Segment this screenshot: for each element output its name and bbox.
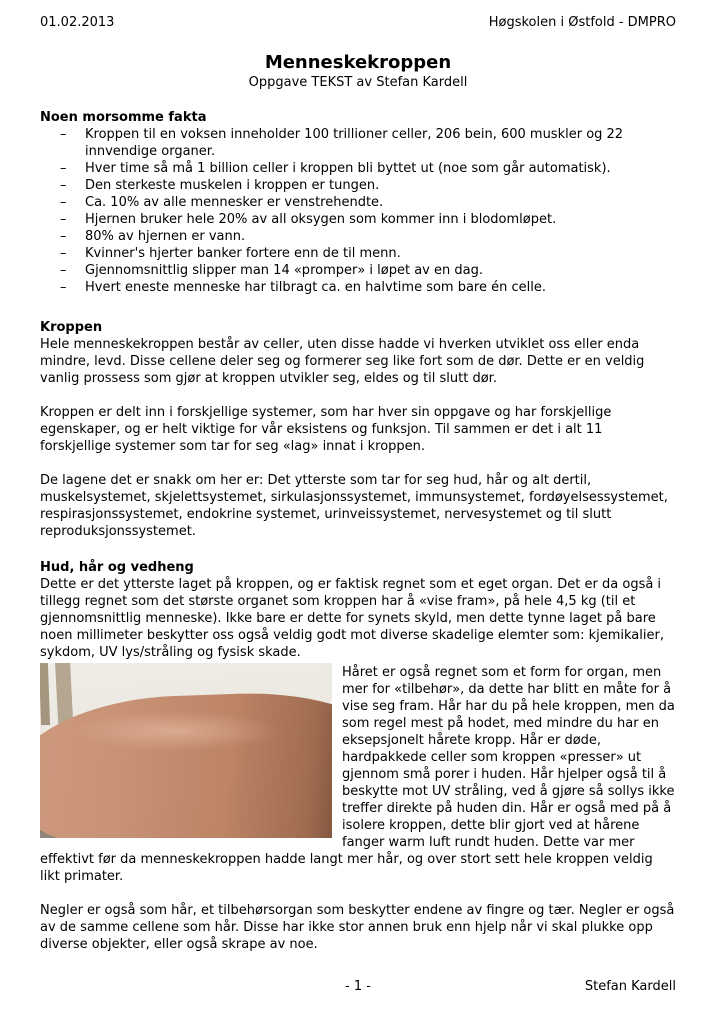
list-item: – Hvert eneste menneske har tilbragt ca. en halvtime som bare én celle. [40, 279, 676, 296]
page-header [40, 14, 676, 31]
paragraph: Håret er også regnet som et form for organ, men mer for «tilbehør», da dette har blitt en måte for å vise seg fram. Hår har du på hele kroppen, men da som regel mest på hodet, med mindre du har en eksepsjonelt hårete kropp. Hår er døde, hardpakkede celler som kroppen «presser» ut gjennom små porer i huden. Hår hjelper også til å beskytte mot UV stråling, ved å gjøre så sollys ikke treffer direkte på huden din. Hår er også med på å isolere kroppen, dette blir gjort ved at hårene fanger warm luft rundt huden. Dette var mer effektivt før da menneskekroppen hadde langt mer hår, og over stort sett hele kroppen veldig likt primater. [40, 665, 675, 884]
footer-author: Stefan Kardell [584, 979, 676, 994]
list-item: – Kroppen til en voksen inneholder 100 trillioner celler, 206 bein, 600 muskler og 22 innvendige organer. [40, 126, 676, 160]
page-number: - 1 - [345, 979, 371, 994]
header-date: 01.02.2013 [40, 15, 115, 30]
list-item: – Hjernen bruker hele 20% av all oksygen som kommer inn i blodomløpet. [40, 211, 676, 228]
page-subtitle: Oppgave TEKST av Stefan Kardell [248, 75, 468, 90]
list-item: – Den sterkeste muskelen i kroppen er tungen. [40, 177, 676, 194]
photo-wall-stripe [40, 663, 50, 725]
section-heading-kroppen: Kroppen [40, 320, 103, 335]
title-block [40, 51, 676, 91]
page-title: Menneskekroppen [264, 52, 452, 73]
forearm-photo [40, 663, 332, 838]
list-item: – Hver time så må 1 billion celler i kroppen bli byttet ut (noe som går automatisk). [40, 160, 676, 177]
paragraph: Hele menneskekroppen består av celler, uten disse hadde vi hverken utviklet oss eller enda mindre, levd. Disse cellene deler seg og formerer seg like fort som de dør. Dette er en veldig vanlig prossess som gjør at kroppen utvikler seg, eldes og til slutt dør. [40, 337, 645, 386]
photo-arm-highlight [70, 711, 280, 751]
paragraph: Dette er det ytterste laget på kroppen, og er faktisk regnet som et eget organ. Det er da også i tillegg regnet som det største organet som kroppen har å «vise fram», på hele 4,5 kg (til et gjennomsnittlig menneske). Ikke bare er dette for synets skyld, men dette tynne laget på bare noen millimeter beskytter oss også veldig godt mot diverse skadelige elemter som: kjemikalier, sykdom, UV lys/stråling og fysisk skade. [40, 577, 664, 660]
page-footer [40, 978, 676, 995]
facts-list [40, 126, 676, 296]
facts-heading: Noen morsomme fakta [40, 110, 207, 125]
list-item: – Gjennomsnittlig slipper man 14 «promper» i løpet av en dag. [40, 262, 676, 279]
list-item: – Kvinner's hjerter banker fortere enn de til menn. [40, 245, 676, 262]
list-item: – 80% av hjernen er vann. [40, 228, 676, 245]
paragraph: Negler er også som hår, et tilbehørsorgan som beskytter endene av fingre og tær. Negler er også av de samme cellene som hår. Disse har ikke stor annen bruk enn hjelp når vi skal plukke opp diverse objekter, eller også skrape av noe. [40, 903, 675, 952]
section-heading-hud: Hud, hår og vedheng [40, 560, 194, 575]
list-item: – Ca. 10% av alle mennesker er venstrehendte. [40, 194, 676, 211]
header-institution: Høgskolen i Østfold - DMPRO [488, 15, 676, 30]
paragraph: Kroppen er delt inn i forskjellige systemer, som har hver sin oppgave og har forskjellige egenskaper, og er helt viktige for vår eksistens og funksjon. Til sammen er det i alt 11 forskjellige systemer som tar for seg «lag» innat i kroppen. [40, 405, 612, 454]
paragraph: De lagene det er snakk om her er: Det ytterste som tar for seg hud, hår og alt dertil, muskelsystemet, skjelettsystemet, sirkulasjonssystemet, immunsystemet, fordøyelsessystemet, respirasjonssystemet, endokrine systemet, urinveissystemet, nervesystemet og til slutt reproduksjonssystemet. [40, 473, 668, 539]
